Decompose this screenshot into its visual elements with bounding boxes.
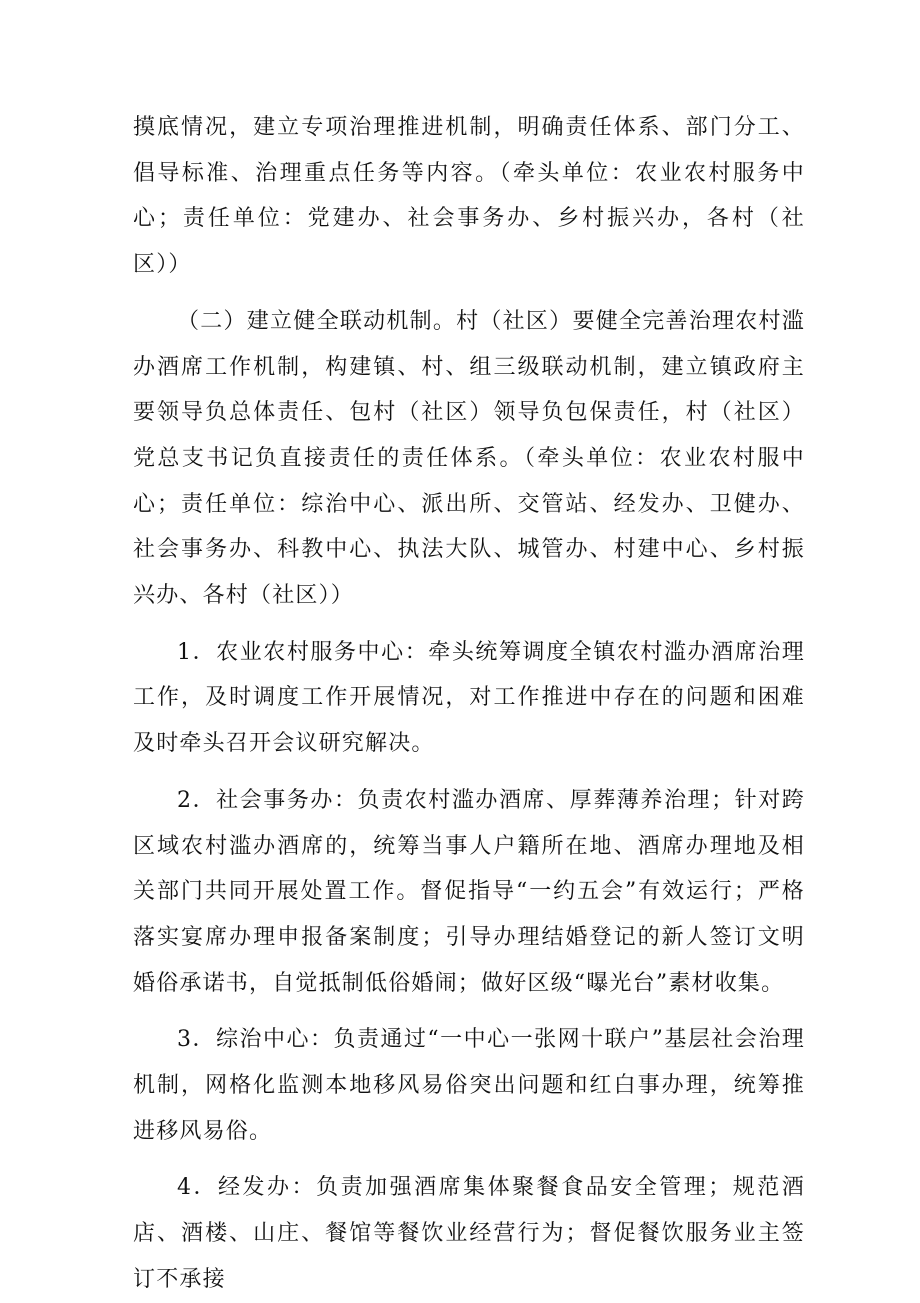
paragraph-item-2: 2．社会事务办：负责农村滥办酒席、厚葬薄养治理；针对跨区域农村滥办酒席的，统筹当事人户籍所在地、酒席办理地及相关部门共同开展处置工作。督促指导“一约五会”有效运行；严格落实宴席办理申报备案制度；引导办理结婚登记的新人签订文明婚俗承诺书，自觉抵制低俗婚闹；做好区级“曝光台”素材收集。 xyxy=(133,787,805,996)
paragraph-item-3: 3．综治中心：负责通过“一中心一张网十联户”基层社会治理机制，网格化监测本地移风易俗突出问题和红白事办理，统筹推进移风易俗。 xyxy=(133,1027,805,1144)
document-page xyxy=(133,105,805,1303)
paragraph-item-1: 1．农业农村服务中心：牵头统筹调度全镇农村滥办酒席治理工作，及时调度工作开展情况，对工作推进中存在的问题和困难及时牵头召开会议研究解决。 xyxy=(133,639,805,757)
paragraph-section-two: （二）建立健全联动机制。村（社区）要健全完善治理农村滥办酒席工作机制，构建镇、村、组三级联动机制，建立镇政府主要领导负总体责任、包村（社区）领导负包保责任，村（社区）党总支书记负直接责任的责任体系。（牵头单位：农业农村服中心；责任单位：综治中心、派出所、交管站、经发办、卫健办、社会事务办、科教中心、执法大队、城管办、村建中心、乡村振兴办、各村（社区）） xyxy=(133,308,805,609)
paragraph-item-4: 4．经发办：负责加强酒席集体聚餐食品安全管理；规范酒店、酒楼、山庄、餐馆等餐饮业经营行为；督促餐饮服务业主签订不承接 xyxy=(133,1175,805,1292)
paragraph-continuation: 摸底情况，建立专项治理推进机制，明确责任体系、部门分工、倡导标准、治理重点任务等内容。（牵头单位：农业农村服务中心；责任单位：党建办、社会事务办、乡村振兴办，各村（社区）） xyxy=(133,115,805,278)
